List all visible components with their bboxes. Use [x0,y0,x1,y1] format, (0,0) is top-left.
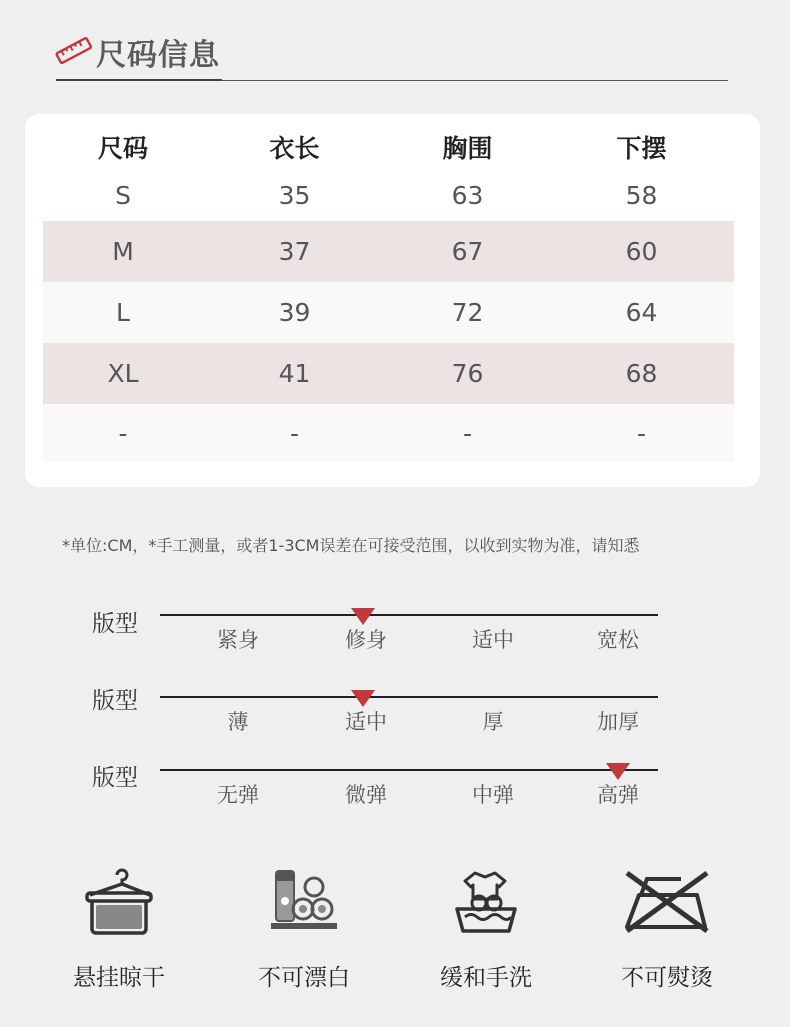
care-item [396,865,576,992]
size-table [43,124,734,462]
scale-option: 宽松 [597,628,639,652]
table-cell: - [462,418,473,448]
thickness-scale [90,682,670,742]
care-label: 缓和手洗 [440,965,532,991]
scale-option: 适中 [472,628,514,652]
care-label: 不可熨烫 [621,965,713,991]
no-iron-icon [621,865,713,939]
table-row [43,343,734,404]
scale-option: 薄 [227,710,249,734]
table-row [43,404,734,462]
table-cell: L [116,298,130,327]
table-cell: 58 [625,181,658,210]
scale-label: 版型 [92,611,138,637]
table-cell: 39 [278,298,311,327]
table-cell: XL [107,359,139,388]
care-item [29,865,209,992]
table-cell: 76 [451,359,484,388]
table-cell: 67 [451,237,484,266]
table-cell: 63 [451,181,484,210]
ruler-icon [54,36,94,66]
care-label: 悬挂晾干 [73,965,165,991]
table-cell: 64 [625,298,658,327]
table-cell: 68 [625,359,658,388]
care-item [214,865,394,992]
table-row [43,282,734,343]
table-header-row [43,124,734,170]
scale-option: 厚 [482,710,504,734]
measurement-note: *单位:CM，*手工测量，或者1-3CM误差在可接受范围，以收到实物为准，请知悉 [62,536,640,555]
scale-line [160,769,658,771]
scale-line [160,696,658,698]
table-cell: M [112,237,134,266]
table-cell: 37 [278,237,311,266]
scale-option: 适中 [345,710,387,734]
scale-option: 中弹 [472,783,514,807]
scale-line [160,614,658,616]
elasticity-scale [90,759,670,819]
table-row [43,170,734,221]
table-row [43,221,734,282]
table-cell: S [115,181,131,210]
scale-option: 无弹 [217,783,259,807]
page-title: 尺码信息 [96,38,220,73]
hanging-dry-icon [82,865,156,939]
scale-option: 高弹 [597,783,639,807]
scale-label: 版型 [92,688,138,714]
care-label: 不可漂白 [258,965,350,991]
no-bleach-icon [267,865,341,939]
header-underline [56,79,222,81]
section-header [52,28,728,84]
fit-scale [90,605,670,665]
table-cell: 72 [451,298,484,327]
column-header: 胸围 [442,134,493,163]
table-cell: 41 [278,359,311,388]
table-cell: - [289,418,300,448]
scale-option: 修身 [345,628,387,652]
scale-marker-icon [351,608,375,625]
header-divider [222,80,728,81]
hand-wash-icon [449,865,523,939]
table-cell: - [118,418,128,448]
table-cell: - [636,418,647,448]
column-header: 下摆 [616,134,667,163]
size-table-card [25,114,760,487]
care-item [577,865,757,992]
scale-label: 版型 [92,765,138,791]
scale-marker-icon [606,763,630,780]
scale-option: 加厚 [597,710,639,734]
table-cell: 60 [625,237,658,266]
scale-option: 微弹 [345,783,387,807]
care-instructions [22,865,770,997]
scale-marker-icon [351,690,375,707]
scale-option: 紧身 [217,628,259,652]
table-cell: 35 [278,181,311,210]
column-header: 衣长 [269,134,320,163]
column-header: 尺码 [97,134,148,163]
